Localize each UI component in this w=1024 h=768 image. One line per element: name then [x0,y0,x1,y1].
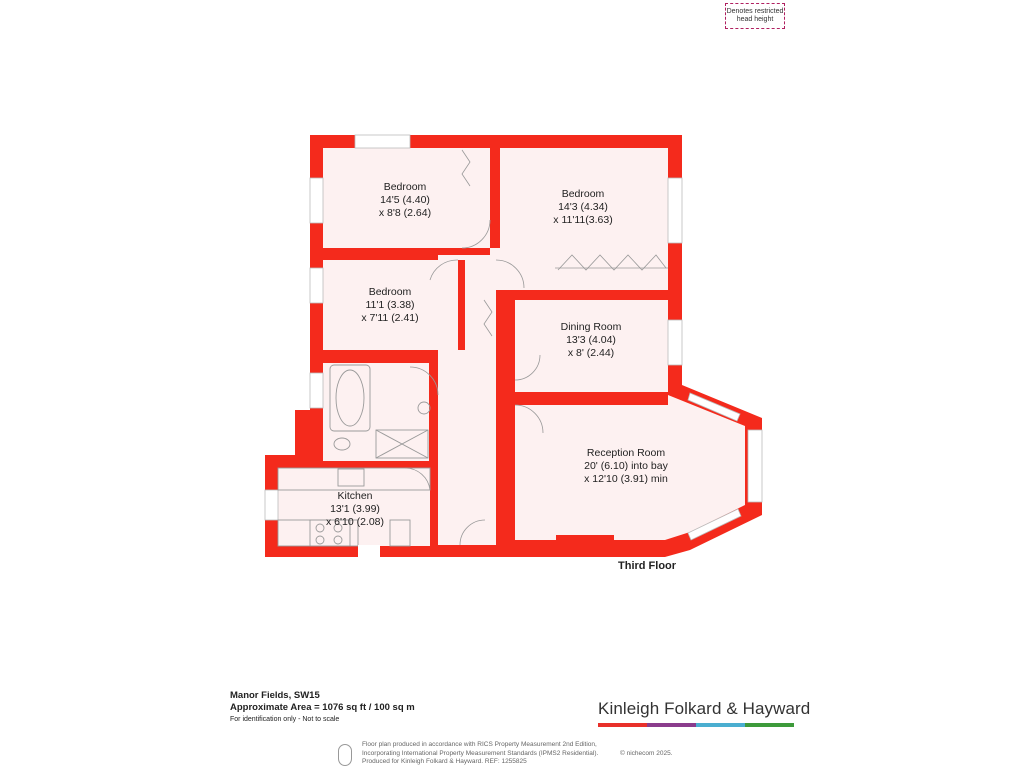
room-dimension: 14'5 (4.40) [380,194,430,206]
room-dimension: 13'1 (3.99) [330,503,380,515]
room-name: Bedroom [561,188,605,200]
room-name: Reception Room [586,447,666,459]
credit-line: Produced for Kinleigh Folkard & Hayward. REF: 1255825 [362,758,527,765]
window [265,490,278,520]
room-dimension: x 12'10 (3.91) min [584,473,668,485]
brand-bar-segment [647,723,696,727]
copyright: © nichecom 2025. [620,750,673,757]
restricted-height-legend [725,3,785,29]
room-name: Bedroom [368,286,412,298]
room-dimension: 11'1 (3.38) [365,299,415,311]
hall-upper-floor [490,248,500,290]
property-note: For identification only - Not to scale [230,716,340,723]
floor-label: Third Floor [618,560,677,572]
property-address: Manor Fields, SW15 [230,690,320,701]
room-name: Bedroom [383,181,427,193]
wall-segment [490,148,500,248]
wall-segment [505,290,515,545]
window-bay [748,430,762,502]
brand-name: Kinleigh Folkard & Hayward [598,699,811,718]
room-dimension: x 6'10 (2.08) [325,516,385,528]
room-dimension: x 8' (2.44) [567,347,615,359]
info-icon [338,744,352,766]
wall-segment [515,392,668,405]
room-dimension: 14'3 (4.34) [558,201,608,213]
property-info [230,690,415,726]
fireplace [556,535,614,547]
wall-segment [458,260,465,350]
window [310,178,323,223]
window [668,178,682,243]
room-dimension: 13'3 (4.04) [566,334,616,346]
credit-text [362,741,598,767]
entrance-gap [358,545,380,557]
room-dimension: x 8'8 (2.64) [378,207,432,219]
brand-bar-segment [745,723,794,727]
legend-text: Denotes restricted head height [726,8,784,23]
window [355,135,410,148]
dining-floor [515,300,668,392]
room-dimension: x 11'11(3.63) [553,214,613,226]
window [668,320,682,365]
window [310,373,323,408]
brand-color-bar [598,723,794,727]
hall-floor [438,255,496,545]
credit-line: Incorporating International Property Measurement Standards (IPMS2 Residential). [362,749,599,757]
credit-line: Floor plan produced in accordance with RICS Property Measurement 2nd Edition, [362,741,597,748]
room-dimension: 20' (6.10) into bay [584,460,668,472]
room-dimension: x 7'11 (2.41) [361,312,419,324]
window [310,268,323,303]
room-name: Dining Room [560,321,622,333]
property-area: Approximate Area = 1076 sq ft / 100 sq m [230,702,415,713]
brand-bar-segment [598,723,647,727]
brand-bar-segment [696,723,745,727]
wall-segment [429,363,438,463]
room-name: Kitchen [337,490,373,502]
